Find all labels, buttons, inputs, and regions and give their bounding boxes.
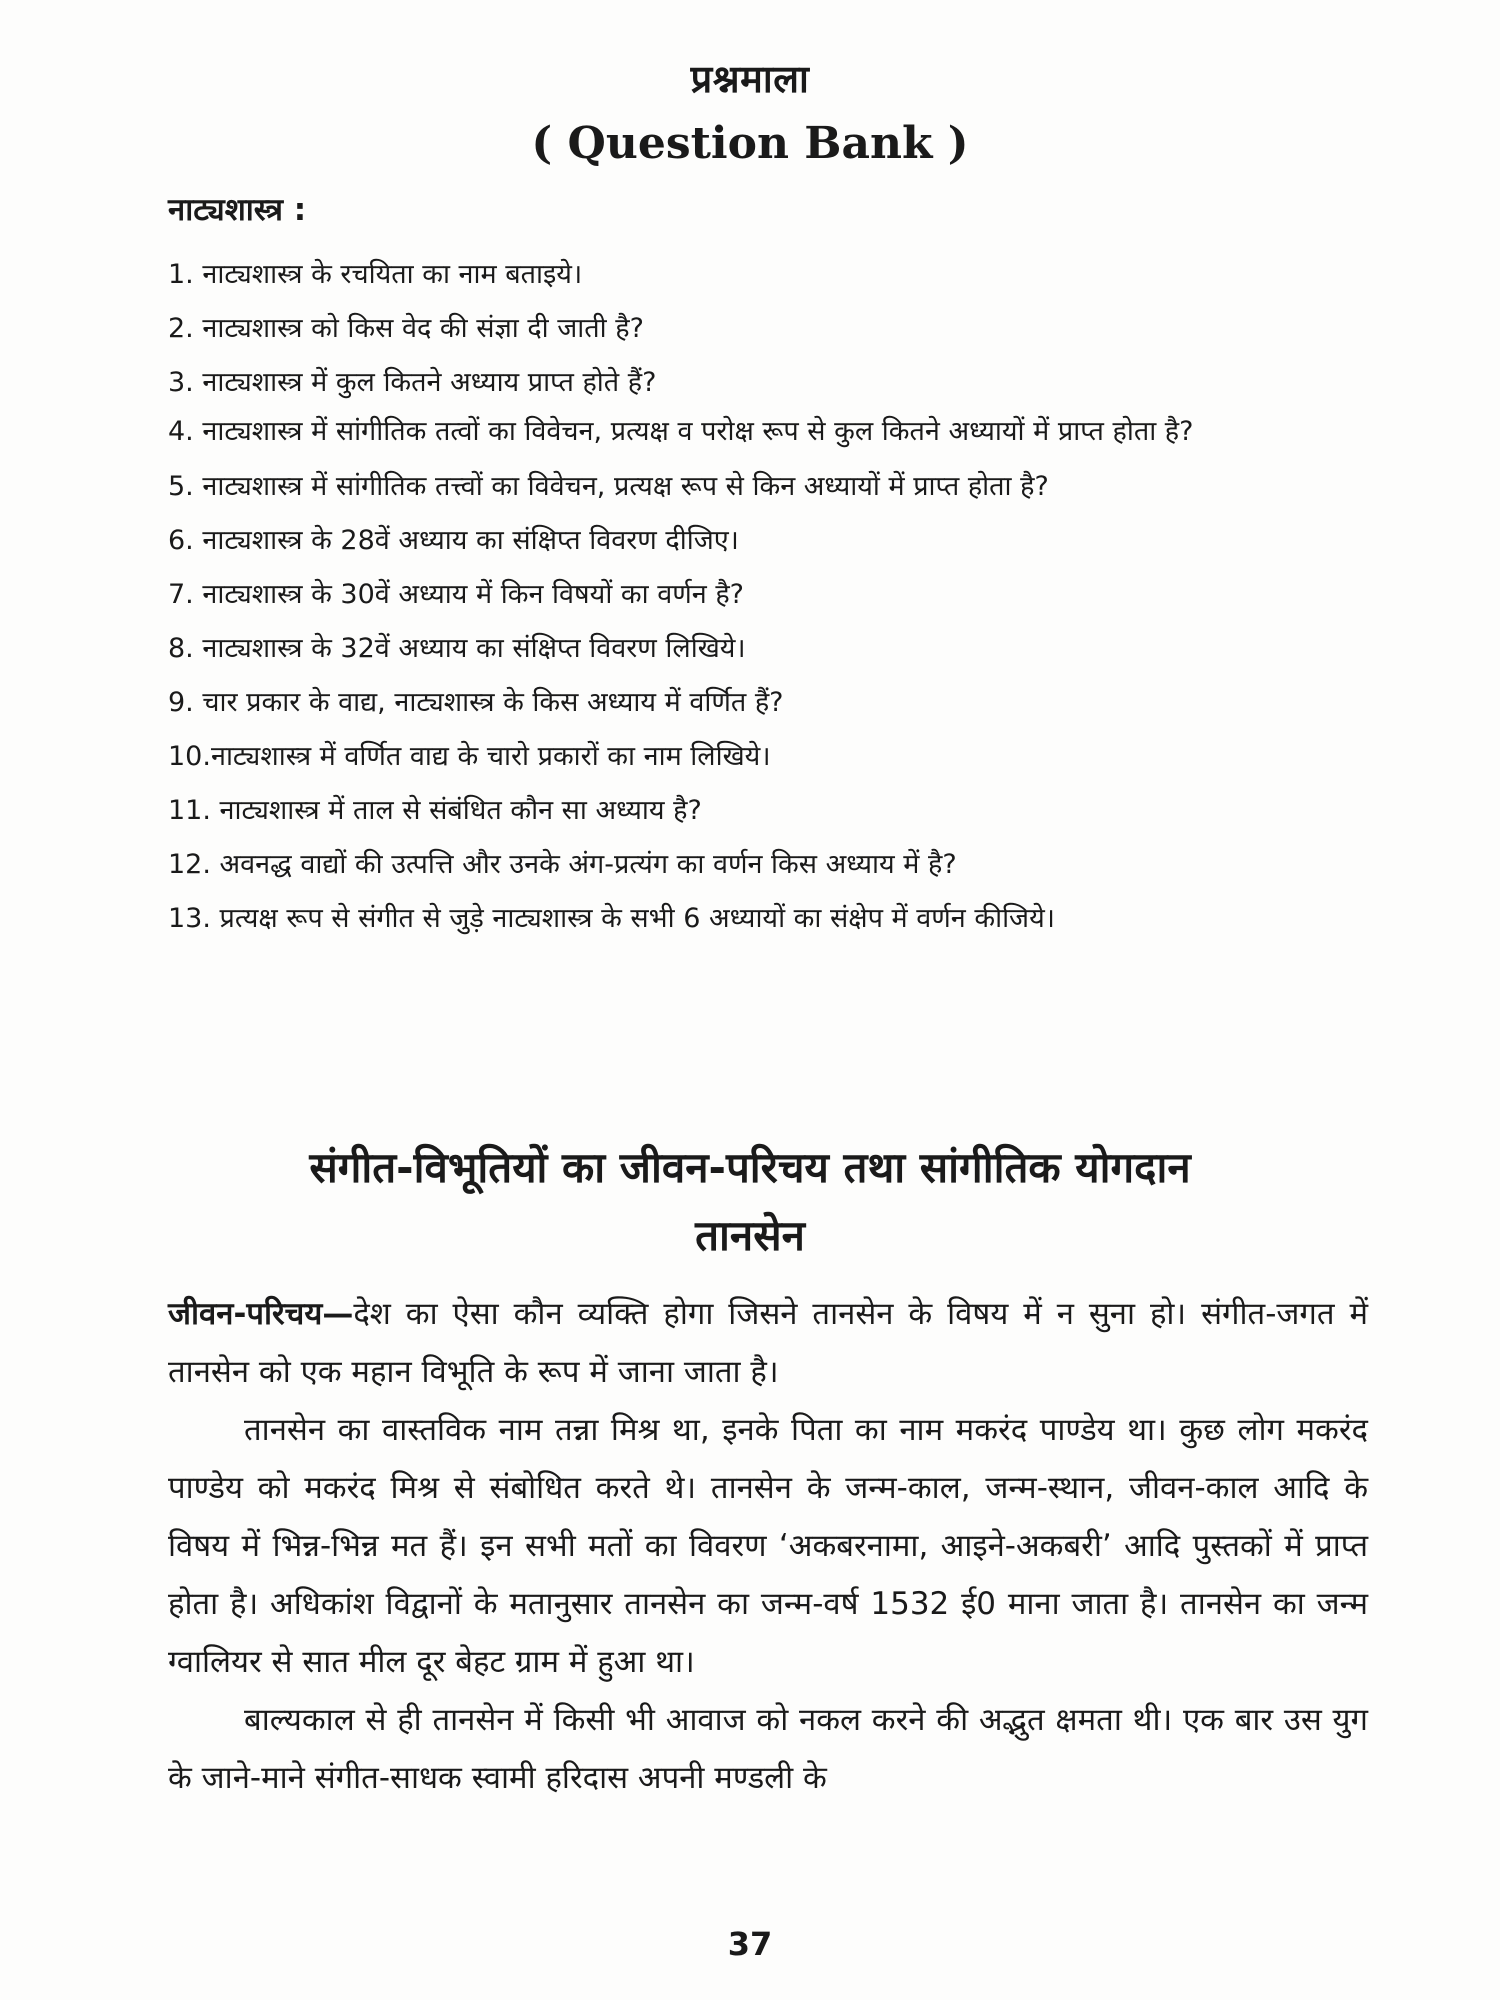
question-list [168, 248, 1378, 946]
question-item [168, 892, 1378, 946]
question-item [168, 568, 1378, 622]
question-item [168, 784, 1378, 838]
question-number: 10. [168, 741, 211, 772]
question-item [168, 302, 1378, 356]
question-text: नाट्यशास्त्र के 28वें अध्याय का संक्षिप्त विवरण दीजिए। [202, 525, 739, 556]
question-text: नाट्यशास्त्र के 30वें अध्याय में किन विषयों का वर्णन है? [202, 579, 744, 610]
question-text: नाट्यशास्त्र में ताल से संबंधित कौन सा अध्याय है? [219, 795, 702, 826]
paragraph-text: देश का ऐसा कौन व्यक्ति होगा जिसने तानसेन के विषय में न सुना हो। संगीत-जगत में तानसेन को एक महान विभूति के रूप में जाना जाता है। [168, 1296, 1368, 1390]
paragraph: तानसेन का वास्तविक नाम तन्ना मिश्र था, इनके पिता का नाम मकरंद पाण्डेय था। कुछ लोग मकरंद पाण्डेय को मकरंद मिश्र से संबोधित करते थे। तानसेन के जन्म-काल, जन्म-स्थान, जीवन-काल आदि के विषय में भिन्न-भिन्न मत हैं। इन सभी मतों का विवरण ‘अकबरनामा, आइने-अकबरी’ आदि पुस्तकों में प्राप्त होता है। अधिकांश विद्वानों के मतानुसार तानसेन का जन्म-वर्ष 1532 ई0 माना जाता है। तानसेन का जन्म ग्वालियर से सात मील दूर बेहट ग्राम में हुआ था। [168, 1412, 1368, 1680]
paragraph [168, 1285, 1368, 1401]
question-item [168, 730, 1378, 784]
question-number: 8. [168, 633, 194, 664]
question-item [168, 514, 1378, 568]
question-item [168, 248, 1378, 302]
question-number: 11. [168, 795, 211, 826]
section-label: नाट्यशास्त्र : [168, 192, 307, 228]
chapter-subtitle: तानसेन [695, 1211, 805, 1260]
question-text: प्रत्यक्ष रूप से संगीत से जुड़े नाट्यशास्त्र के सभी 6 अध्यायों का संक्षेप में वर्णन कीजिये। [219, 903, 1055, 934]
question-item [168, 676, 1378, 730]
lead-label: जीवन-परिचय— [168, 1296, 354, 1332]
question-number: 12. [168, 849, 211, 880]
question-item [168, 622, 1378, 676]
question-text: नाट्यशास्त्र के रचयिता का नाम बताइये। [202, 259, 583, 290]
question-item [168, 410, 1378, 454]
question-number: 6. [168, 525, 194, 556]
question-number: 13. [168, 903, 211, 934]
question-text: नाट्यशास्त्र में वर्णित वाद्य के चारो प्रकारों का नाम लिखिये। [210, 741, 771, 772]
question-number: 5. [168, 471, 194, 502]
question-text: नाट्यशास्त्र में सांगीतिक तत्वों का विवेचन, प्रत्यक्ष व परोक्ष रूप से कुल कितने अध्यायों में प्राप्त होता है? [202, 416, 1194, 447]
page-title-english: ( Question Bank ) [531, 118, 969, 169]
question-item [168, 838, 1378, 892]
question-number: 2. [168, 313, 194, 344]
question-text: अवनद्ध वाद्यों की उत्पत्ति और उनके अंग-प्रत्यंग का वर्णन किस अध्याय में है? [219, 849, 957, 880]
question-number: 9. [168, 687, 194, 718]
paragraph: बाल्यकाल से ही तानसेन में किसी भी आवाज को नकल करने की अद्भुत क्षमता थी। एक बार उस युग के जाने-माने संगीत-साधक स्वामी हरिदास अपनी मण्डली के [168, 1702, 1368, 1796]
question-text: नाट्यशास्त्र को किस वेद की संज्ञा दी जाती है? [202, 313, 644, 344]
question-text: नाट्यशास्त्र में कुल कितने अध्याय प्राप्त होते हैं? [202, 367, 657, 398]
question-number: 4. [168, 416, 194, 447]
question-text: नाट्यशास्त्र में सांगीतिक तत्त्वों का विवेचन, प्रत्यक्ष रूप से किन अध्यायों में प्राप्त होता है? [202, 471, 1049, 502]
page-number: 37 [727, 1925, 773, 1963]
question-number: 7. [168, 579, 194, 610]
page-title-hindi: प्रश्नमाला [690, 57, 810, 101]
question-item [168, 356, 1378, 410]
question-number: 1. [168, 259, 194, 290]
biography-text [168, 1285, 1368, 1807]
chapter-title: संगीत-विभूतियों का जीवन-परिचय तथा सांगीतिक योगदान [309, 1143, 1191, 1192]
question-text: चार प्रकार के वाद्य, नाट्यशास्त्र के किस अध्याय में वर्णित हैं? [202, 687, 784, 718]
question-number: 3. [168, 367, 194, 398]
question-item [168, 460, 1378, 514]
question-text: नाट्यशास्त्र के 32वें अध्याय का संक्षिप्त विवरण लिखिये। [202, 633, 746, 664]
